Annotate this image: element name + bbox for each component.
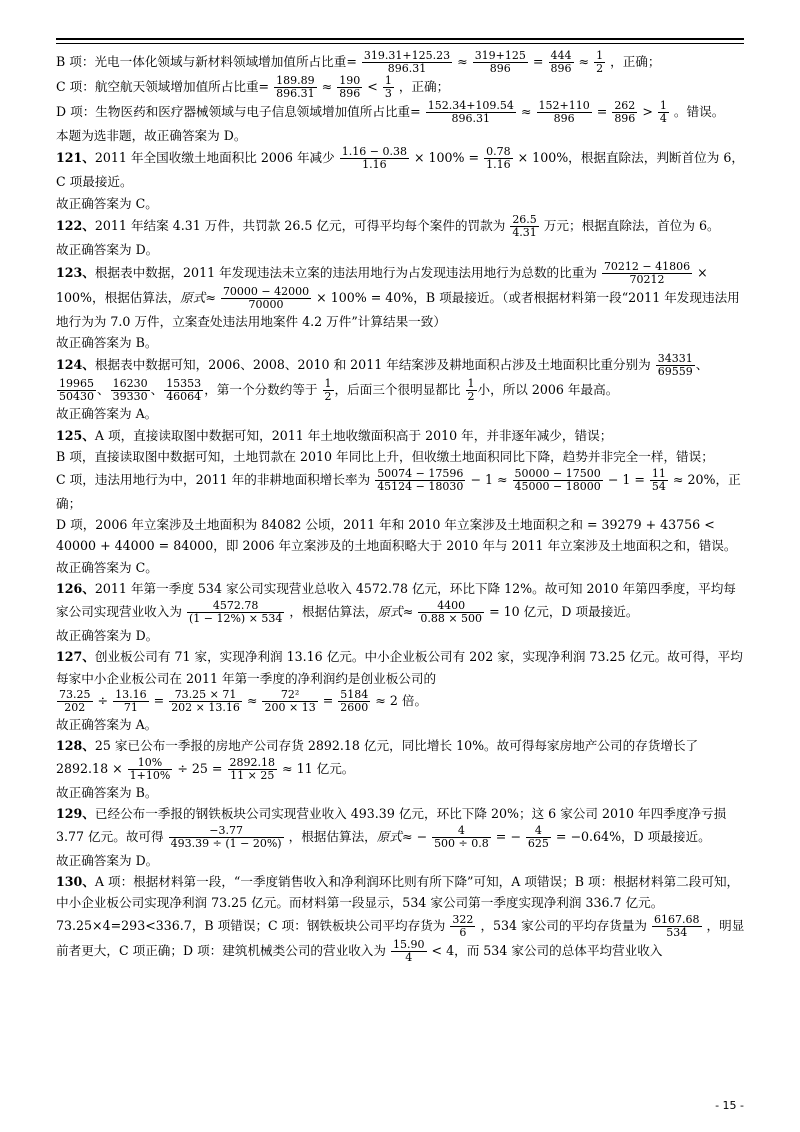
- question-number: 125、: [56, 427, 95, 443]
- header-rule-thick: [56, 38, 744, 40]
- fraction: $\frac{73.25 \times 71}{202 \times 13.16}$: [171, 687, 240, 714]
- fraction: $\frac{16230}{39330}$: [112, 377, 148, 404]
- fraction: $\frac{11}{54}$: [651, 466, 666, 493]
- fraction: $\frac{444}{896}$: [550, 49, 572, 75]
- question-123: 123、根据表中数据，2011 年发现违法未立案的违法用地行为占发现违法用地行为总数的比重为 $\frac{70212 - 41806}{70212}$ × 100%，根据估算法，原式≈ $\frac{70000 - 42000}{70000}$ × 100% = 40%，B 项最接近。（或者根据材料第一段“2011 年发现违法用地行为为 7.0 万件，立案查处违法用地案件 4.2 万件”计算结果一致）: [56, 259, 740, 329]
- fraction: $\frac{15.90}{4}$: [393, 937, 425, 964]
- question-126: 126、2011 年第一季度 534 家公司实现营业总收入 4572.78 亿元，环比下降 12%。故可知 2010 年第四季度，平均每家公司实现营业收入为 $\frac{4572.78}{(1 - 12\%) \times 534}$ ，根据估算法，原式≈ $\frac{4400}{0.88 \times 500}$ = 10 亿元，D 项最接近。: [56, 581, 736, 625]
- question-number: 128、: [56, 738, 95, 754]
- question-number: 124、: [56, 357, 95, 373]
- fraction: $\frac{262}{896}$: [614, 99, 636, 125]
- question-130: 130、A 项：根据材料第一段，“一季度销售收入和净利润环比则有所下降”可知，A 项错误；B 项：根据材料第二段可知，中小企业板公司实现净利润 73.25 亿元。而材料第一段显示，534 家公司第一季度实现净利润 336.7 亿元。73.25×4=293<336.7，B 项错误；C 项：钢铁板块公司平均存货为 $\frac{322}{6}$ ，534 家公司的平均存货量为 $\frac{6167.68}{534}$ ，明显前者更大，C 项正确；D 项：建筑机械类公司的营业收入为 $\frac{15.90}{4}$ < 4，而 534 家公司的总体平均营业收入: [56, 873, 745, 964]
- answer-129: 故正确答案为 D。: [56, 852, 159, 868]
- answer-126: 故正确答案为 D。: [56, 627, 159, 643]
- fraction: $\frac{1}{4}$: [659, 99, 667, 125]
- fraction: $\frac{4}{500 \div 0.8}$: [434, 823, 489, 850]
- question-number: 127、: [56, 649, 95, 665]
- option-b-line: B 项：光电一体化领域与新材料领域增加值所占比重= $\frac{319.31+125.23}{896.31}$ ≈ $\frac{319+125}{896}$ = $\frac{444}{896}$ ≈ $\frac{1}{2}$ ，正确；: [56, 49, 661, 75]
- fraction: $\frac{4}{625}$: [527, 823, 549, 850]
- question-number: 123、: [56, 264, 95, 280]
- fraction: $\frac{13.16}{71}$: [115, 687, 147, 714]
- fraction: $\frac{1.16 - 0.38}{1.16}$: [341, 145, 407, 172]
- question-125-d: D 项，2006 年立案涉及土地面积为 84082 公顷，2011 年和 2010 年立案涉及土地面积之和 = 39279 + 43756 < 40000 + 44000 = 84000，即 2006 年立案涉及的土地面积略大于 2010 年与 2011 年立案涉及土地面积之和，错误。: [56, 517, 737, 554]
- fraction: $\frac{1}{2}$: [324, 377, 332, 404]
- fraction: $\frac{319.31+125.23}{896.31}$: [363, 49, 451, 75]
- answer-125: 故正确答案为 C。: [56, 559, 158, 575]
- question-number: 129、: [56, 806, 95, 822]
- fraction: $\frac{1}{2}$: [467, 377, 475, 404]
- question-125-a: 125、A 项，直接读取图中数据可知，2011 年土地收缴面积高于 2010 年，并非逐年减少，错误；: [56, 427, 613, 443]
- fraction: $\frac{70212 - 41806}{70212}$: [603, 259, 691, 286]
- fraction: $\frac{189.89}{896.31}$: [276, 74, 315, 100]
- option-c-line: C 项：航空航天领域增加值所占比重= $\frac{189.89}{896.31}$ ≈ $\frac{190}{896}$ < $\frac{1}{3}$ ，正确；: [56, 74, 450, 100]
- fraction: $\frac{-3.77}{493.39 \div (1 - 20\%)}$: [170, 823, 282, 850]
- fraction: $\frac{19965}{50430}$: [59, 377, 94, 404]
- page-number: - 15 -: [715, 1099, 744, 1112]
- question-125-c: C 项，违法用地行为中，2011 年的非耕地面积增长率为 $\frac{50074 - 17596}{45124 - 18030}$ − 1 ≈ $\frac{50000 - 17500}{45000 - 18000}$ − 1 = $\frac{11}{54}$ ≈ 20%，正确；: [56, 466, 741, 511]
- header-rule-thin: [56, 43, 744, 44]
- fraction: $\frac{26.5}{4.31}$: [512, 213, 537, 240]
- question-125-b: B 项，直接读取图中数据可知，土地罚款在 2010 年同比上升，但收缴土地面积同比下降，趋势并非完全一样，错误；: [56, 449, 714, 465]
- conclusion-line: 本题为选非题，故正确答案为 D。: [56, 128, 247, 143]
- answer-121: 故正确答案为 C。: [56, 195, 158, 211]
- fraction: $\frac{322}{6}$: [452, 912, 474, 939]
- question-127-calc: $\frac{73.25}{202}$ ÷ $\frac{13.16}{71}$ = $\frac{73.25 \times 71}{202 \times 13.16}$ ≈ $\frac{\text{72²}}{200 \times 13}$ = $\frac{5184}{2600}$ ≈ 2 倍。: [59, 687, 428, 714]
- question-number: 121、: [56, 150, 95, 166]
- fraction: $\frac{70000 - 42000}{70000}$: [222, 284, 310, 311]
- fraction: $\frac{152+110}{896}$: [538, 99, 590, 125]
- fraction: $\frac{50074 - 17596}{45124 - 18030}$: [377, 466, 464, 493]
- fraction: $\frac{4572.78}{(1 - 12\%) \times 534}$: [188, 598, 283, 625]
- fraction: $\frac{2892.18}{11 \times 25}$: [229, 755, 275, 782]
- answer-content: [56, 50, 748, 964]
- question-124: 124、根据表中数据可知，2006、2008、2010 和 2011 年结案涉及耕地面积占涉及土地面积比重分别为 $\frac{34331}{69559}$ 、 $\frac{19965}{50430}$ 、 $\frac{16230}{39330}$ 、 $\frac{15353}{46064}$ ，第一个分数约等于 $\frac{1}{2}$ ，后面三个很明显都比 $\frac{1}{2}$ 小，所以 2006 年最高。: [56, 352, 709, 404]
- fraction: $\frac{73.25}{202}$: [59, 687, 91, 714]
- answer-123: 故正确答案为 B。: [56, 335, 158, 351]
- fraction: $\frac{319+125}{896}$: [474, 49, 526, 75]
- question-129: 129、已经公布一季报的钢铁板块公司实现营业收入 493.39 亿元，环比下降 20%；这 6 家公司 2010 年四季度净亏损 3.77 亿元。故可得 $\frac{-3.77}{493.39 \div (1 - 20\%)}$ ，根据估算法，原式≈ − $\frac{4}{500 \div 0.8}$ = − $\frac{4}{625}$ = −0.64%，D 项最接近。: [56, 806, 727, 850]
- fraction: $\frac{1}{3}$: [384, 74, 392, 100]
- question-number: 122、: [56, 218, 95, 234]
- fraction: $\frac{6167.68}{534}$: [654, 912, 700, 939]
- question-121: 121、2011 年全国收缴土地面积比 2006 年减少 $\frac{1.16 - 0.38}{1.16}$ × 100% = $\frac{0.78}{1.16}$ × 100%，根据直除法，判断首位为 6，C 项最接近。: [56, 145, 744, 190]
- answer-124: 故正确答案为 A。: [56, 406, 158, 422]
- fraction: $\frac{10\%}{1+10\%}$: [129, 755, 171, 782]
- option-d-line: D 项：生物医药和医疗器械领域与电子信息领域增加值所占比重= $\frac{152.34+109.54}{896.31}$ ≈ $\frac{152+110}{896}$ = $\frac{262}{896}$ > $\frac{1}{4}$ 。错误。: [56, 99, 725, 125]
- fraction: $\frac{152.34+109.54}{896.31}$: [427, 99, 514, 125]
- fraction: $\frac{34331}{69559}$: [657, 352, 693, 379]
- fraction: $\frac{190}{896}$: [339, 74, 361, 100]
- answer-122: 故正确答案为 D。: [56, 242, 159, 258]
- fraction: $\frac{15353}{46064}$: [166, 377, 202, 404]
- fraction: $\frac{50000 - 17500}{45000 - 18000}$: [514, 466, 601, 493]
- answer-128: 故正确答案为 B。: [56, 784, 158, 800]
- question-number: 126、: [56, 581, 95, 597]
- fraction: $\frac{\text{72²}}{200 \times 13}$: [264, 687, 316, 714]
- answer-127: 故正确答案为 A。: [56, 716, 158, 732]
- fraction: $\frac{1}{2}$: [596, 49, 604, 75]
- question-128: 128、25 家已公布一季报的房地产公司存货 2892.18 亿元，同比增长 10%。故可得每家房地产公司的存货增长了 2892.18 × $\frac{10\%}{1+10\%}$ ÷ 25 = $\frac{2892.18}{11 \times 25}$ ≈ 11 亿元。: [56, 738, 699, 782]
- question-127: 127、创业板公司有 71 家，实现净利润 13.16 亿元。中小企业板公司有 202 家，实现净利润 73.25 亿元。故可得，平均每家中小企业板公司在 2011 年第一季度的净利润约是创业板公司的: [56, 649, 743, 686]
- question-number: 130、: [56, 873, 95, 889]
- question-122: 122、2011 年结案 4.31 万件，共罚款 26.5 亿元，可得平均每个案件的罚款为 $\frac{26.5}{4.31}$ 万元；根据直除法，首位为 6。: [56, 213, 720, 240]
- fraction: $\frac{5184}{2600}$: [340, 687, 369, 714]
- fraction: $\frac{4400}{0.88 \times 500}$: [420, 598, 483, 625]
- fraction: $\frac{0.78}{1.16}$: [486, 145, 511, 172]
